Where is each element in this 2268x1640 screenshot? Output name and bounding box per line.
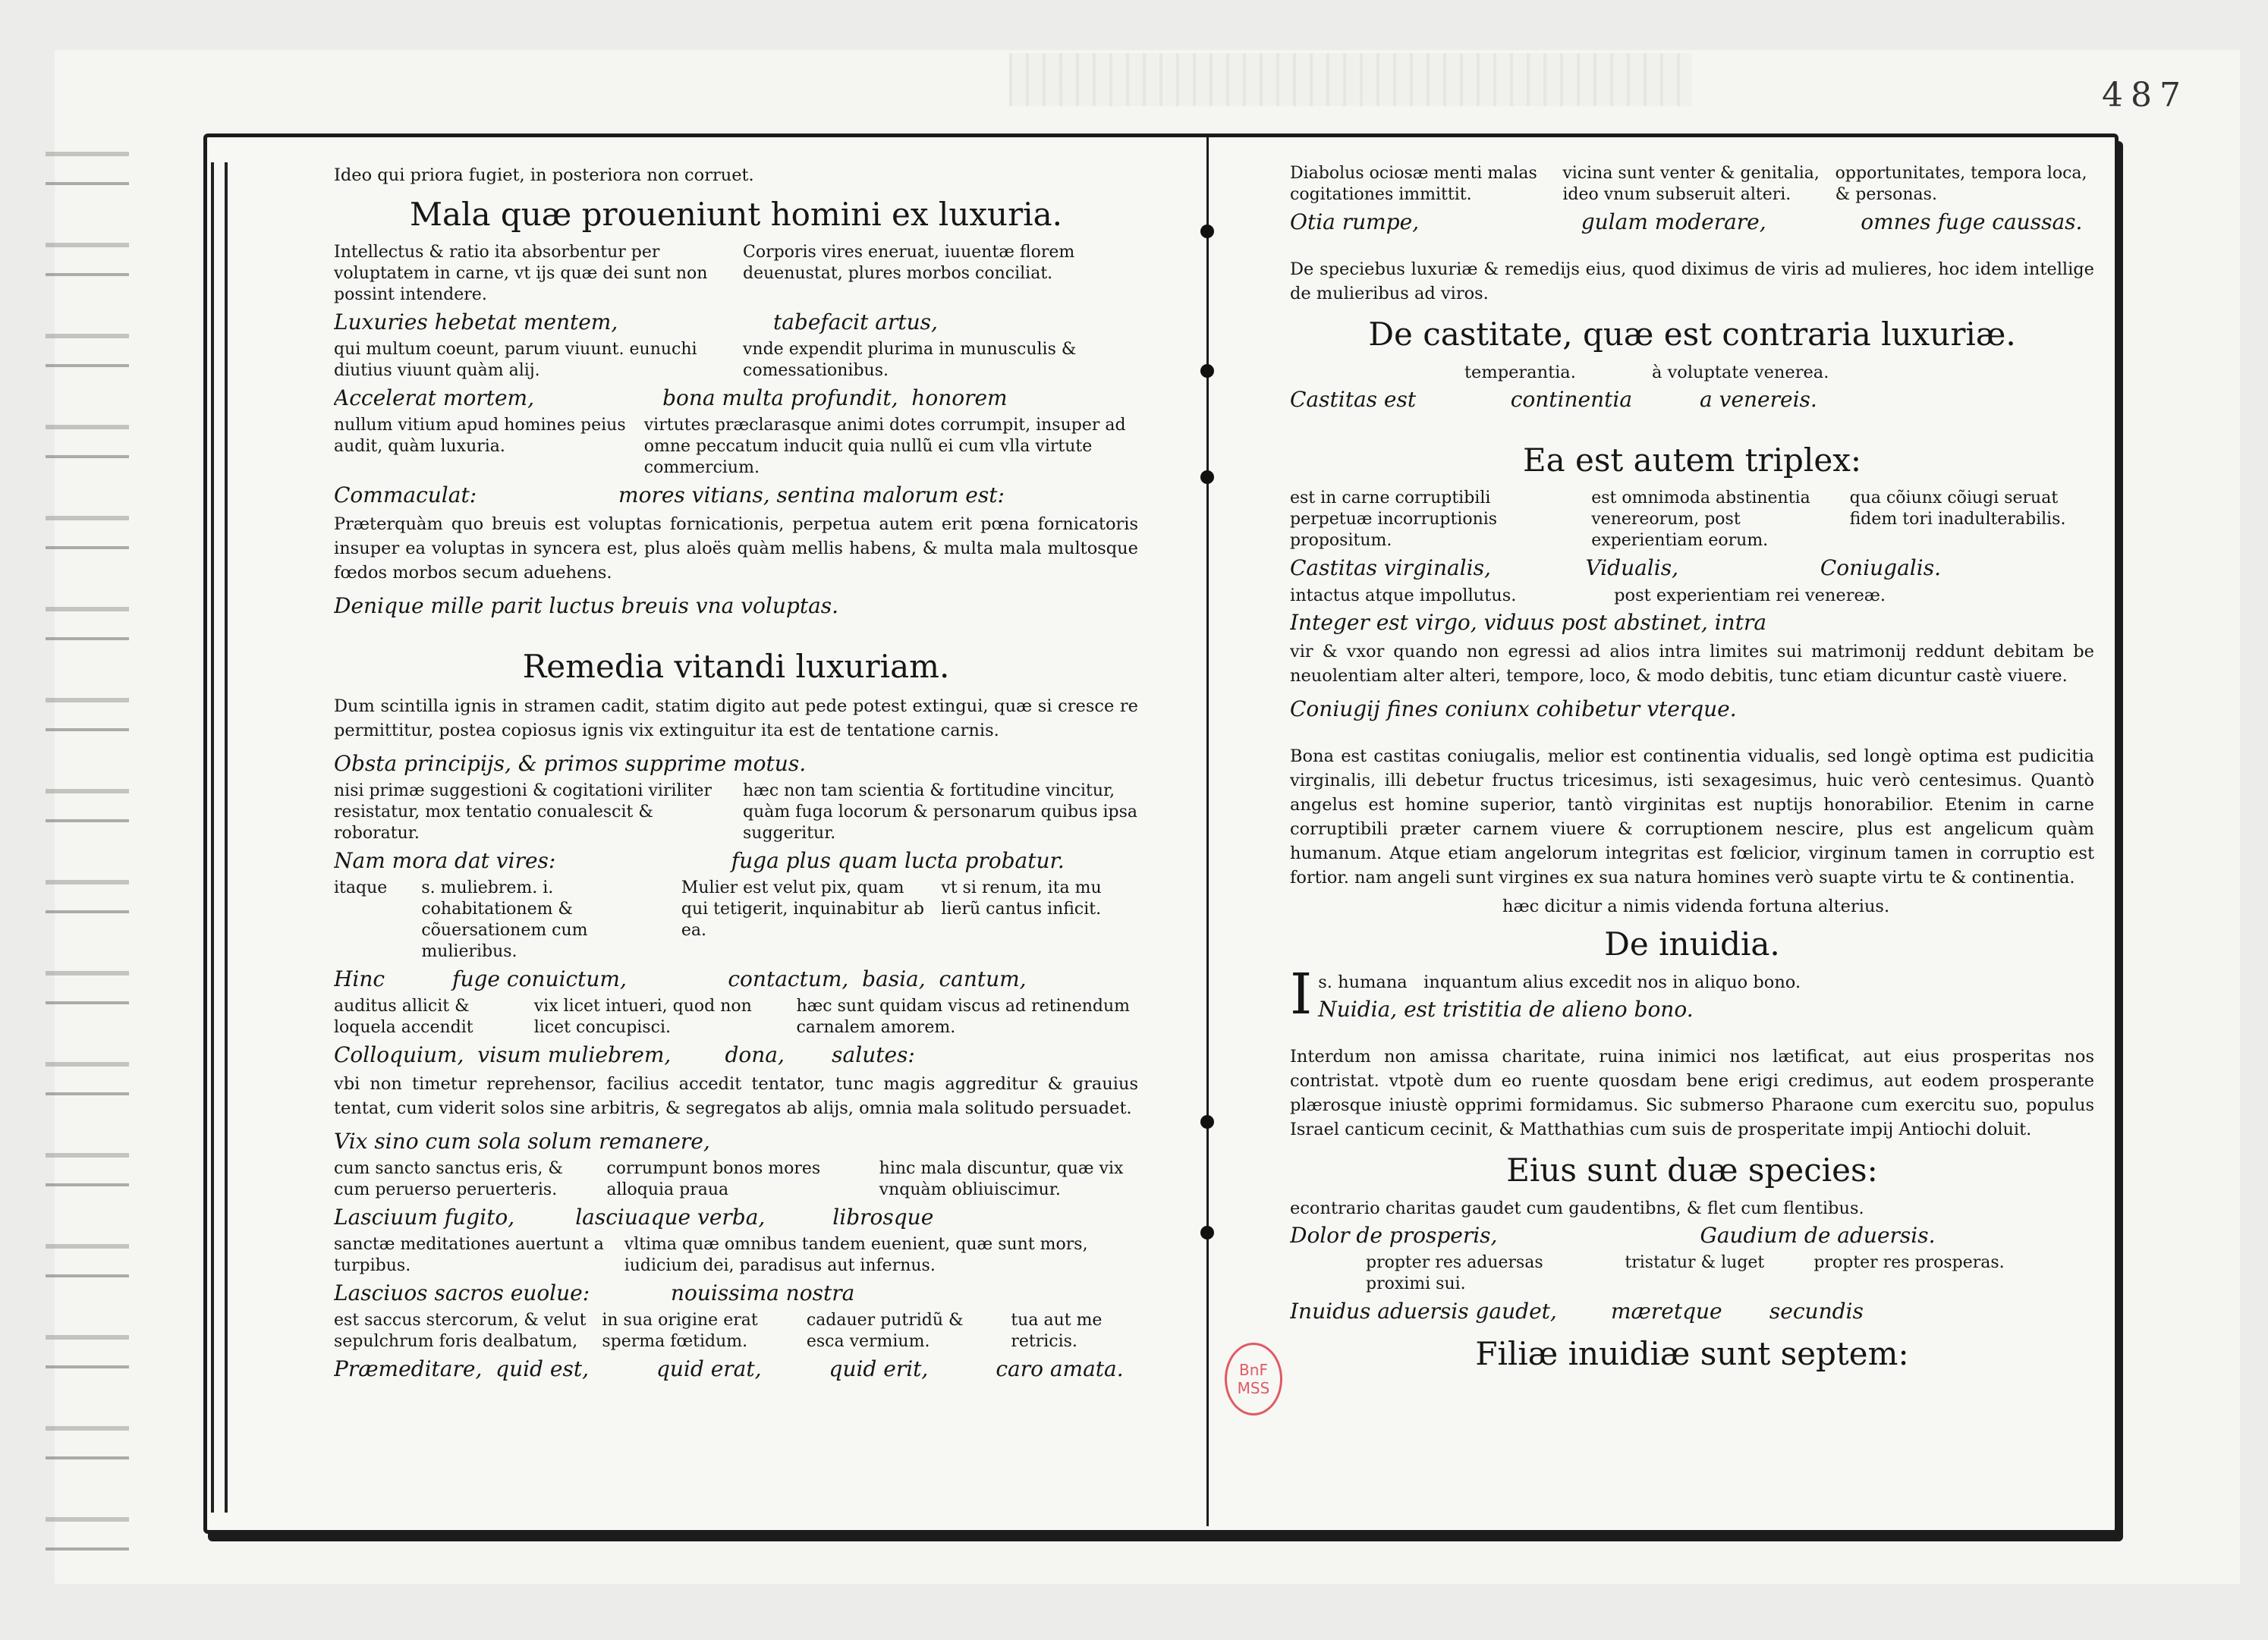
heading-triplex: Ea est autem triplex: bbox=[1522, 441, 1862, 479]
verse-line: Castitas virginalis, Vidualis, Coniugalis. bbox=[1290, 555, 1941, 580]
stitch-mark bbox=[1200, 1226, 1214, 1239]
verse-line: Castitas est continentia a venereis. bbox=[1290, 387, 1817, 412]
stamp-line: MSS bbox=[1237, 1379, 1270, 1397]
gloss-line: hæc dicitur a nimis videnda fortuna alterius. bbox=[1502, 897, 1890, 916]
library-stamp bbox=[1225, 1343, 1282, 1415]
note-cell: corrumpunt bonos mores alloquia praua bbox=[606, 1159, 821, 1199]
heading-species: Eius sunt duæ species: bbox=[1506, 1151, 1878, 1189]
verse-line: Hinc fuge conuictum, contactum, basia, cantum, bbox=[334, 966, 1027, 991]
leaf-edge bbox=[211, 162, 228, 1513]
note-block bbox=[334, 1234, 1138, 1277]
verse-line: Nuidia, est tristitia de alieno bono. bbox=[1318, 997, 1694, 1022]
heading-mala: Mala quæ proueniunt homini ex luxuria. bbox=[409, 196, 1063, 233]
note-cell: Corporis vires eneruat, iuuentæ florem deuenustat, plures morbos conciliat. bbox=[743, 243, 1075, 283]
note-cell: cadauer putridũ & esca vermium. bbox=[806, 1311, 964, 1351]
gloss-line: econtrario charitas gaudet cum gaudentibns, & flet cum flentibus. bbox=[1290, 1199, 1864, 1218]
binding-shadow bbox=[46, 152, 129, 1593]
note-cell: hæc sunt quidam viscus ad retinendum carnalem amorem. bbox=[796, 997, 1131, 1037]
verse-line: Nam mora dat vires: fuga plus quam lucta probatur. bbox=[334, 848, 1065, 873]
verse-line: Vix sino cum sola solum remanere, bbox=[334, 1129, 710, 1154]
note-cell: tristatur & luget bbox=[1625, 1253, 1765, 1272]
note-cell: vnde expendit plurima in munusculis & comessationibus. bbox=[743, 340, 1077, 380]
verse-line: Luxuries hebetat mentem, tabefacit artus, bbox=[334, 309, 938, 335]
note-cell: propter res prosperas. bbox=[1813, 1253, 2005, 1272]
note-block bbox=[334, 996, 1138, 1038]
dropcap: I bbox=[1290, 962, 1313, 1027]
intro-line: Ideo qui priora fugiet, in posteriora non corruet. bbox=[334, 165, 754, 185]
note-cell: est in carne corruptibili perpetuæ incorruptionis propositum. bbox=[1290, 489, 1498, 550]
note-cell: Mulier est velut pix, quam qui tetigerit, inquinabitur ab ea. bbox=[681, 878, 924, 940]
note-cell: cum sancto sanctus eris, & cum peruerso peruerteris. bbox=[334, 1159, 563, 1199]
verse-line: Otia rumpe, gulam moderare, omnes fuge caussas. bbox=[1290, 209, 2083, 234]
note-block bbox=[1290, 163, 2094, 206]
note-cell: qui multum coeunt, parum viuunt. eunuchi diutius viuunt quàm alij. bbox=[334, 340, 697, 380]
note-cell: vicina sunt venter & genitalia, ideo vnum subseruit alteri. bbox=[1562, 164, 1820, 204]
note-cell: nisi primæ suggestioni & cogitationi viriliter resistatur, mox tentatio conualescit & roboratur. bbox=[334, 781, 712, 843]
note-block bbox=[334, 1310, 1138, 1353]
paragraph: vir & vxor quando non egressi ad alios intra limites sui matrimonij reddunt debitam be neuolentiam alter alteri, tempore, loco, & modo debitis, tunc etiam dicuntur castè viuere. bbox=[1290, 642, 2094, 686]
verse-line: Dolor de prosperis, Gaudium de aduersis. bbox=[1290, 1223, 1936, 1248]
note-block bbox=[334, 415, 1138, 479]
stitch-mark bbox=[1200, 225, 1214, 238]
note-cell: propter res aduersas proximi sui. bbox=[1366, 1253, 1543, 1293]
stitch-mark bbox=[1200, 1115, 1214, 1129]
note-block bbox=[334, 242, 1138, 306]
paragraph: vbi non timetur reprehensor, facilius accedit tentator, tunc magis aggreditur & grauius tentat, cum viderit solos sine arbitris, & segregatos ab alijs, omnia mala solitudo persuadet. bbox=[334, 1074, 1138, 1118]
note-cell: vt si renum, ita mu lierũ cantus inficit. bbox=[941, 878, 1102, 919]
heading-filiae: Filiæ inuidiæ sunt septem: bbox=[1475, 1335, 1909, 1372]
note-block bbox=[1290, 488, 2094, 551]
verse-line: Præmeditare, quid est, quid erat, quid erit, caro amata. bbox=[334, 1356, 1124, 1381]
stitch-mark bbox=[1200, 364, 1214, 378]
note-cell: itaque bbox=[334, 878, 388, 897]
note-cell: est saccus stercorum, & velut sepulchrum foris dealbatum, bbox=[334, 1311, 587, 1351]
note-block bbox=[334, 339, 1138, 382]
gloss-line: s. humana inquantum alius excedit nos in aliquo bono. bbox=[1318, 972, 1801, 992]
note-cell: est omnimoda abstinentia venereorum, post experientiam eorum. bbox=[1591, 489, 1810, 550]
verse-line: Inuidus aduersis gaudet, mæretque secundis bbox=[1290, 1299, 1864, 1324]
note-block bbox=[334, 781, 1138, 844]
verse-line: Obsta principijs, & primos supprime motus. bbox=[334, 751, 807, 776]
paragraph: Interdum non amissa charitate, ruina inimici nos lætificat, aut eius prosperitas nos contristat. vtpotè dum eo ruente quosdam bene erigi credimus, aut eodem prosperante plærosque iniustè opprimi formidamus. Sic submerso Pharaone cum exercitu suo, populus Israel canticum cecinit, & Matthathias cum suis de prosperitate impij Antiochi doluit. bbox=[1290, 1047, 2094, 1139]
verse-line: Commaculat: mores vitians, sentina malorum est: bbox=[334, 482, 1005, 507]
heading-inuidia: De inuidia. bbox=[1604, 925, 1780, 963]
note-cell: in sua origine erat sperma fœtidum. bbox=[602, 1311, 758, 1351]
paragraph: Bona est castitas coniugalis, melior est continentia vidualis, sed longè optima est pudicitia virginalis, illi debetur fructus tricesimus, isti sexagesimus, huic verò centesimus. Quantò angelus est homine superior, tantò virginitas est nuptijs honorabilior. Etenim in carne corruptibili præter carnem viuere & corruptionem nescire, plus est angelicum quàm humanum. Atque etiam angelorum integritas est fœlicior, virginum tamen in corruptio est fortior. nam angeli sunt virgines ex sua natura homines verò suapte virtu te & continentia. bbox=[1290, 746, 2094, 888]
note-block bbox=[334, 878, 1138, 963]
bleed-through bbox=[1009, 53, 1692, 106]
note-block bbox=[334, 1158, 1138, 1201]
paragraph: De speciebus luxuriæ & remedijs eius, quod diximus de viris ad mulieres, hoc idem intellige de mulieribus ad viros. bbox=[1290, 259, 2094, 303]
note-cell: s. muliebrem. i. cohabitationem & cõuersationem cum mulieribus. bbox=[421, 878, 588, 961]
dropcap-block bbox=[1290, 962, 2094, 1027]
note-cell: nullum vitium apud homines peius audit, quàm luxuria. bbox=[334, 416, 626, 456]
verse-line: Lasciuos sacros euolue: nouissima nostra bbox=[334, 1280, 855, 1305]
gutter bbox=[1206, 134, 1209, 1526]
note-cell: qua cõiunx cõiugi seruat fidem tori inadulterabilis. bbox=[1849, 489, 2066, 529]
stitch-mark bbox=[1200, 470, 1214, 484]
note-cell: tua aut me retricis. bbox=[1011, 1311, 1103, 1351]
verse-line: Coniugij fines coniunx cohibetur vterque. bbox=[1290, 696, 1737, 721]
note-cell: sanctæ meditationes auertunt a turpibus. bbox=[334, 1235, 604, 1275]
note-cell: vltima quæ omnibus tandem euenient, quæ sunt mors, iudicium dei, paradisus aut infernus. bbox=[624, 1235, 1088, 1275]
paragraph: Dum scintilla ignis in stramen cadit, statim digito aut pede potest extingui, quæ si cresce re permittitur, postea copiosus ignis vix extinguitur ita est de tentatione carnis. bbox=[334, 696, 1138, 740]
note-cell: auditus allicit & loquela accendit bbox=[334, 997, 473, 1037]
note-cell: Diabolus ociosæ menti malas cogitationes immittit. bbox=[1290, 164, 1537, 204]
note-block bbox=[1290, 1252, 2094, 1295]
right-page bbox=[1290, 163, 2094, 1483]
heading-castitate: De castitate, quæ est contraria luxuriæ. bbox=[1368, 316, 2016, 353]
verse-line: Integer est virgo, viduus post abstinet, intra bbox=[1290, 610, 1767, 635]
heading-remedia: Remedia vitandi luxuriam. bbox=[522, 648, 950, 685]
gloss-line: intactus atque impollutus. post experientiam rei venereæ. bbox=[1290, 586, 1886, 605]
note-cell: hinc mala discuntur, quæ vix vnquàm obliuiscimur. bbox=[879, 1159, 1124, 1199]
note-cell: opportunitates, tempora loca, & personas. bbox=[1835, 164, 2087, 204]
note-cell: virtutes præclarasque animi dotes corrumpit, insuper ad omne peccatum inducit quia nullũ ei cum vlla virtute commercium. bbox=[643, 416, 1126, 477]
verse-line: Lasciuum fugito, lasciuaque verba, librosque bbox=[334, 1205, 934, 1230]
note-cell: Intellectus & ratio ita absorbentur per voluptatem in carne, vt ijs quæ dei sunt non possint intendere. bbox=[334, 243, 708, 304]
note-cell: hæc non tam scientia & fortitudine vincitur, quàm fuga locorum & personarum quibus ipsa suggeritur. bbox=[743, 781, 1138, 843]
stamp-line: BnF bbox=[1239, 1361, 1268, 1379]
page-number: 487 bbox=[2102, 76, 2188, 115]
verse-line: Denique mille parit luctus breuis vna voluptas. bbox=[334, 593, 839, 618]
verse-line: Colloquium, visum muliebrem, dona, salutes: bbox=[334, 1042, 915, 1067]
verse-line: Accelerat mortem, bona multa profundit, honorem bbox=[334, 385, 1008, 410]
gloss-line: temperantia. à voluptate venerea. bbox=[1464, 363, 1829, 382]
paragraph: Præterquàm quo breuis est voluptas fornicationis, perpetua autem erit pœna fornicatoris insuper ea voluptas in syncera est, plus aloës quàm mellis habens, & multa mala multosque fœdos morbos secum aduehens. bbox=[334, 514, 1138, 583]
note-cell: vix licet intueri, quod non licet concupisci. bbox=[533, 997, 752, 1037]
left-page bbox=[334, 163, 1138, 1483]
